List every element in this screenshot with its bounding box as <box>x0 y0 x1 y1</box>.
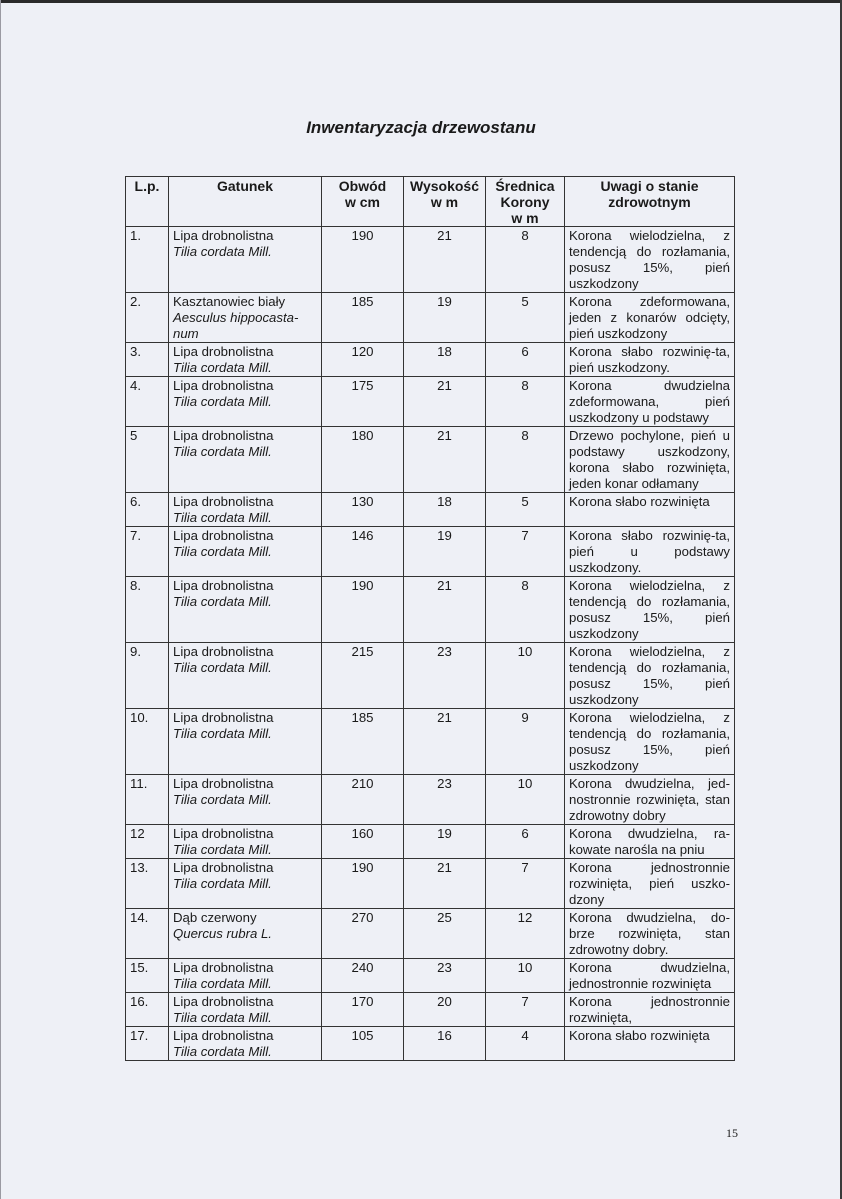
table-row <box>126 709 735 775</box>
species-polish-name: Lipa drobnolistna <box>173 578 274 593</box>
height-cell: 21 <box>404 427 486 493</box>
species-cell <box>169 1027 322 1061</box>
health-remarks-cell: Korona zdeformowana, jeden z konarów odcięty, pień uszkodzony <box>565 293 735 343</box>
table-row <box>126 493 735 527</box>
height-cell: 19 <box>404 293 486 343</box>
height-cell: 16 <box>404 1027 486 1061</box>
row-number: 7. <box>126 527 169 577</box>
table-row <box>126 859 735 909</box>
species-polish-name: Lipa drobnolistna <box>173 960 274 975</box>
table-row <box>126 909 735 959</box>
crown-diameter-cell: 10 <box>486 959 565 993</box>
circumference-cell: 130 <box>322 493 404 527</box>
row-number: 1. <box>126 227 169 293</box>
crown-diameter-cell: 12 <box>486 909 565 959</box>
species-latin-name: Tilia cordata Mill. <box>173 660 272 675</box>
species-cell <box>169 775 322 825</box>
circumference-cell: 185 <box>322 709 404 775</box>
circumference-cell: 185 <box>322 293 404 343</box>
row-number: 11. <box>126 775 169 825</box>
species-latin-name: Tilia cordata Mill. <box>173 360 272 375</box>
header-species: Gatunek <box>169 177 322 227</box>
height-cell: 19 <box>404 527 486 577</box>
row-number: 14. <box>126 909 169 959</box>
table-row <box>126 343 735 377</box>
page-number: 15 <box>726 1126 738 1140</box>
species-polish-name: Lipa drobnolistna <box>173 494 274 509</box>
species-cell <box>169 227 322 293</box>
height-cell: 23 <box>404 643 486 709</box>
circumference-cell: 190 <box>322 577 404 643</box>
species-cell <box>169 643 322 709</box>
document-title: Inwentaryzacja drzewostanu <box>306 118 536 137</box>
health-remarks-cell: Korona dwudzielna, jed-nostronnie rozwinięta, stan zdrowotny dobry <box>565 775 735 825</box>
row-number: 8. <box>126 577 169 643</box>
height-cell: 21 <box>404 377 486 427</box>
table-row <box>126 577 735 643</box>
crown-diameter-cell: 8 <box>486 227 565 293</box>
table-row <box>126 377 735 427</box>
height-cell: 21 <box>404 577 486 643</box>
height-cell: 18 <box>404 343 486 377</box>
row-number: 15. <box>126 959 169 993</box>
health-remarks-cell: Korona wielodzielna, z tendencją do rozłamania, posusz 15%, pień uszkodzony <box>565 709 735 775</box>
species-polish-name: Lipa drobnolistna <box>173 344 274 359</box>
table-row <box>126 959 735 993</box>
circumference-cell: 270 <box>322 909 404 959</box>
row-number: 5 <box>126 427 169 493</box>
species-cell <box>169 709 322 775</box>
health-remarks-cell: Korona dwudzielna, do-brze rozwinięta, stan zdrowotny dobry. <box>565 909 735 959</box>
species-polish-name: Lipa drobnolistna <box>173 644 274 659</box>
species-cell <box>169 825 322 859</box>
species-latin-name: Tilia cordata Mill. <box>173 726 272 741</box>
table-row <box>126 527 735 577</box>
species-polish-name: Lipa drobnolistna <box>173 1028 274 1043</box>
row-number: 16. <box>126 993 169 1027</box>
table-row <box>126 1027 735 1061</box>
crown-diameter-cell: 4 <box>486 1027 565 1061</box>
species-latin-name: Tilia cordata Mill. <box>173 510 272 525</box>
height-cell: 21 <box>404 859 486 909</box>
header-circumference: Obwód w cm <box>322 177 404 227</box>
crown-diameter-cell: 7 <box>486 859 565 909</box>
table-row <box>126 227 735 293</box>
table-row <box>126 775 735 825</box>
row-number: 2. <box>126 293 169 343</box>
row-number: 9. <box>126 643 169 709</box>
circumference-cell: 105 <box>322 1027 404 1061</box>
species-latin-name: Tilia cordata Mill. <box>173 976 272 991</box>
crown-diameter-cell: 10 <box>486 643 565 709</box>
tree-inventory-table <box>125 176 735 1061</box>
species-cell <box>169 993 322 1027</box>
table-row <box>126 825 735 859</box>
species-latin-name: Tilia cordata Mill. <box>173 1010 272 1025</box>
species-polish-name: Lipa drobnolistna <box>173 378 274 393</box>
height-cell: 20 <box>404 993 486 1027</box>
header-row <box>126 177 735 227</box>
row-number: 17. <box>126 1027 169 1061</box>
species-polish-name: Lipa drobnolistna <box>173 710 274 725</box>
species-latin-name: Tilia cordata Mill. <box>173 792 272 807</box>
table-row <box>126 293 735 343</box>
scan-left-edge <box>0 0 1 1199</box>
health-remarks-cell: Korona wielodzielna, z tendencją do rozłamania, posusz 15%, pień uszkodzony <box>565 577 735 643</box>
species-polish-name: Lipa drobnolistna <box>173 994 274 1009</box>
height-cell: 21 <box>404 227 486 293</box>
crown-diameter-cell: 5 <box>486 493 565 527</box>
crown-diameter-cell: 5 <box>486 293 565 343</box>
circumference-cell: 240 <box>322 959 404 993</box>
row-number: 12 <box>126 825 169 859</box>
row-number: 3. <box>126 343 169 377</box>
species-latin-name: Quercus rubra L. <box>173 926 272 941</box>
crown-diameter-cell: 7 <box>486 993 565 1027</box>
species-cell <box>169 377 322 427</box>
height-cell: 21 <box>404 709 486 775</box>
species-latin-name: Tilia cordata Mill. <box>173 544 272 559</box>
health-remarks-cell: Korona jednostronnie rozwinięta, pień uszko-dzony <box>565 859 735 909</box>
health-remarks-cell: Korona słabo rozwinięta <box>565 1027 735 1061</box>
health-remarks-cell: Korona słabo rozwinię-ta, pień uszkodzony. <box>565 343 735 377</box>
health-remarks-cell: Drzewo pochylone, pień u podstawy uszkodzony, korona słabo rozwinięta, jeden konar odłamany <box>565 427 735 493</box>
height-cell: 25 <box>404 909 486 959</box>
header-lp: L.p. <box>126 177 169 227</box>
table-row <box>126 643 735 709</box>
species-latin-name: Tilia cordata Mill. <box>173 876 272 891</box>
health-remarks-cell: Korona wielodzielna, z tendencją do rozłamania, posusz 15%, pień uszkodzony <box>565 643 735 709</box>
circumference-cell: 160 <box>322 825 404 859</box>
crown-diameter-cell: 10 <box>486 775 565 825</box>
crown-diameter-cell: 8 <box>486 577 565 643</box>
species-latin-name: Tilia cordata Mill. <box>173 244 272 259</box>
circumference-cell: 120 <box>322 343 404 377</box>
row-number: 13. <box>126 859 169 909</box>
header-height: Wysokość w m <box>404 177 486 227</box>
height-cell: 23 <box>404 959 486 993</box>
species-cell <box>169 527 322 577</box>
table-row <box>126 993 735 1027</box>
health-remarks-cell: Korona dwudzielna, jednostronnie rozwinięta <box>565 959 735 993</box>
circumference-cell: 190 <box>322 227 404 293</box>
species-cell <box>169 909 322 959</box>
species-latin-name: Tilia cordata Mill. <box>173 394 272 409</box>
species-polish-name: Lipa drobnolistna <box>173 860 274 875</box>
species-cell <box>169 293 322 343</box>
crown-diameter-cell: 6 <box>486 343 565 377</box>
table-body <box>126 227 735 1061</box>
row-number: 10. <box>126 709 169 775</box>
crown-diameter-cell: 9 <box>486 709 565 775</box>
circumference-cell: 180 <box>322 427 404 493</box>
species-cell <box>169 343 322 377</box>
row-number: 4. <box>126 377 169 427</box>
health-remarks-cell: Korona jednostronnie rozwinięta, <box>565 993 735 1027</box>
circumference-cell: 170 <box>322 993 404 1027</box>
species-cell <box>169 493 322 527</box>
species-cell <box>169 577 322 643</box>
circumference-cell: 215 <box>322 643 404 709</box>
species-latin-name: Tilia cordata Mill. <box>173 842 272 857</box>
species-polish-name: Lipa drobnolistna <box>173 228 274 243</box>
health-remarks-cell: Korona dwudzielna, ra-kowate narośla na pniu <box>565 825 735 859</box>
height-cell: 18 <box>404 493 486 527</box>
height-cell: 19 <box>404 825 486 859</box>
header-remarks: Uwagi o stanie zdrowotnym <box>565 177 735 227</box>
species-latin-name: Tilia cordata Mill. <box>173 594 272 609</box>
species-latin-name: Tilia cordata Mill. <box>173 444 272 459</box>
species-polish-name: Dąb czerwony <box>173 910 257 925</box>
health-remarks-cell: Korona słabo rozwinięta <box>565 493 735 527</box>
species-polish-name: Kasztanowiec biały <box>173 294 286 309</box>
circumference-cell: 175 <box>322 377 404 427</box>
species-polish-name: Lipa drobnolistna <box>173 428 274 443</box>
health-remarks-cell: Korona dwudzielna zdeformowana, pień uszkodzony u podstawy <box>565 377 735 427</box>
crown-diameter-cell: 6 <box>486 825 565 859</box>
health-remarks-cell: Korona słabo rozwinię-ta, pień u podstawy uszkodzony. <box>565 527 735 577</box>
species-latin-name: Tilia cordata Mill. <box>173 1044 272 1059</box>
health-remarks-cell: Korona wielodzielna, z tendencją do rozłamania, posusz 15%, pień uszkodzony <box>565 227 735 293</box>
table-row <box>126 427 735 493</box>
crown-diameter-cell: 8 <box>486 427 565 493</box>
row-number: 6. <box>126 493 169 527</box>
crown-diameter-cell: 7 <box>486 527 565 577</box>
height-cell: 23 <box>404 775 486 825</box>
circumference-cell: 190 <box>322 859 404 909</box>
species-cell <box>169 427 322 493</box>
circumference-cell: 146 <box>322 527 404 577</box>
crown-diameter-cell: 8 <box>486 377 565 427</box>
species-polish-name: Lipa drobnolistna <box>173 776 274 791</box>
species-latin-name: Aesculus hippocasta-num <box>173 310 299 341</box>
species-cell <box>169 959 322 993</box>
species-polish-name: Lipa drobnolistna <box>173 528 274 543</box>
header-crown: Średnica Korony w m <box>486 177 565 227</box>
species-polish-name: Lipa drobnolistna <box>173 826 274 841</box>
species-cell <box>169 859 322 909</box>
circumference-cell: 210 <box>322 775 404 825</box>
scan-top-edge <box>0 0 842 3</box>
